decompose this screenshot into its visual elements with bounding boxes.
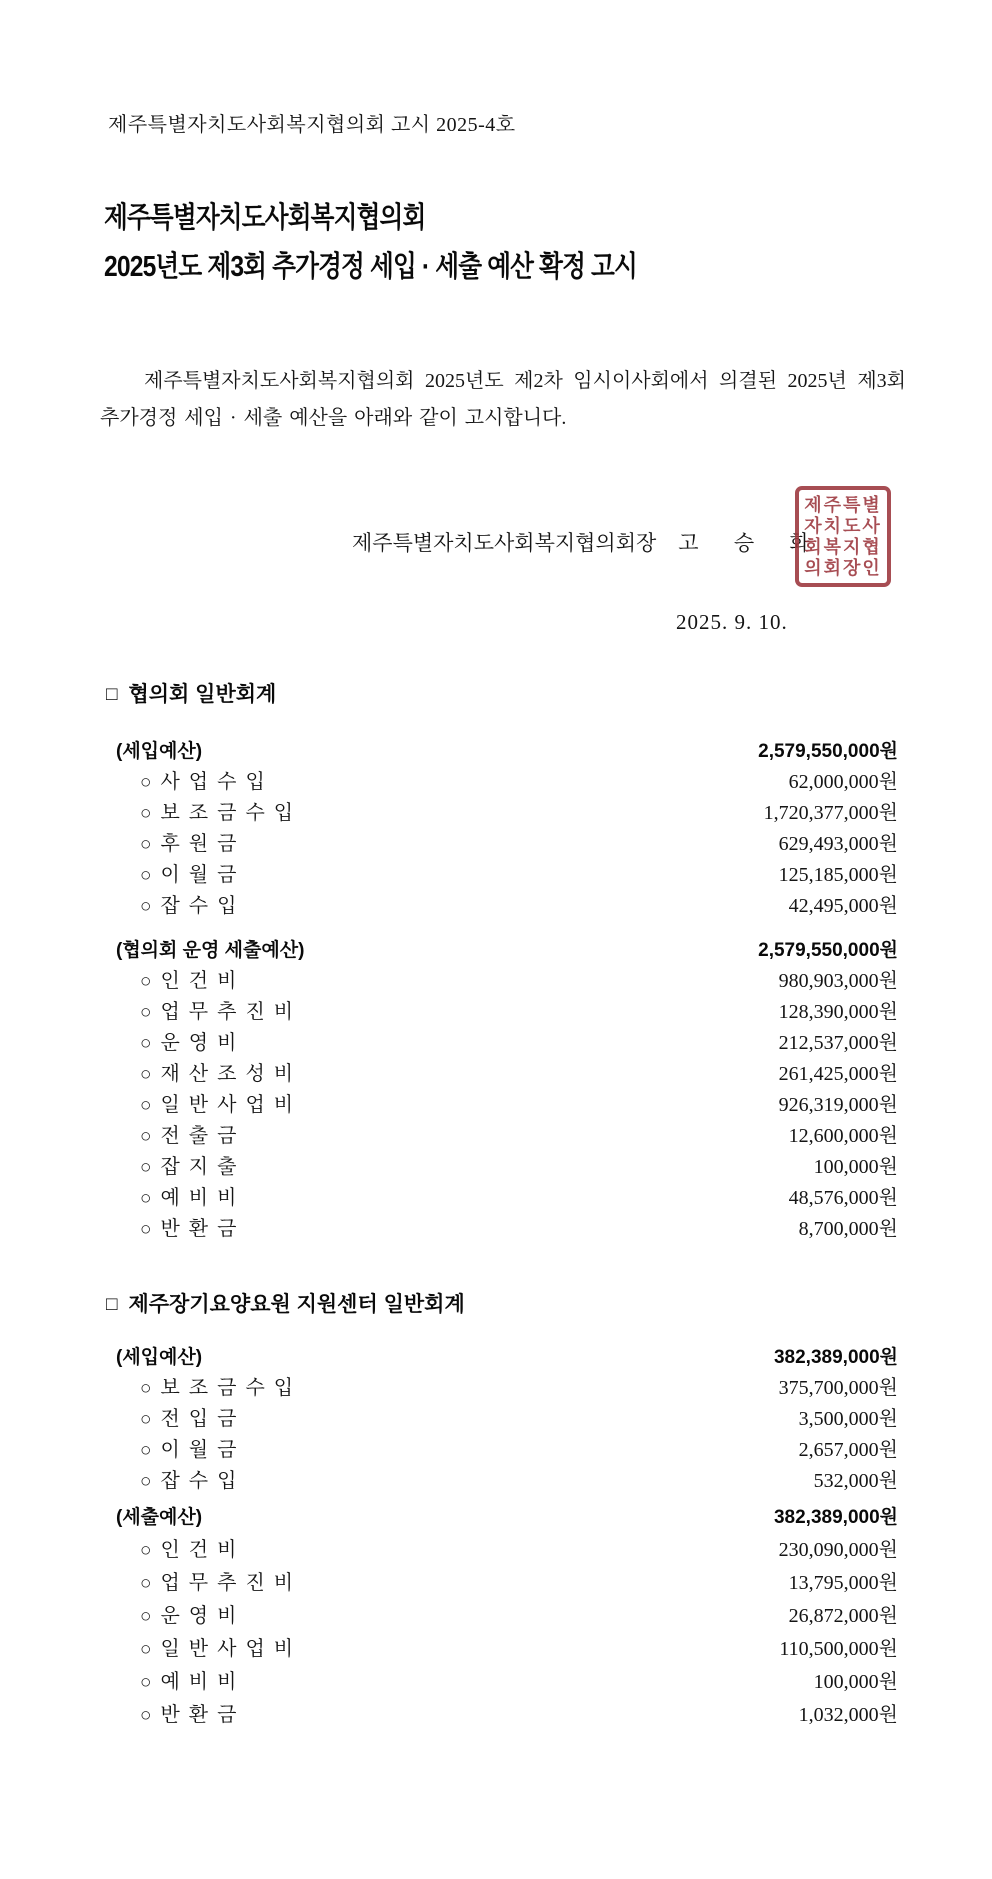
budget-item-amount: 375,700,000원 bbox=[778, 1377, 898, 1399]
budget-item-label: 운 영 비 bbox=[160, 1032, 239, 1054]
budget-item-label: 인 건 비 bbox=[160, 1539, 239, 1561]
budget-item-label: 후 원 금 bbox=[160, 833, 239, 855]
circle-bullet-icon: ○ bbox=[140, 865, 152, 886]
circle-bullet-icon: ○ bbox=[140, 896, 152, 917]
seal-text-row: 의회장인 bbox=[804, 558, 882, 579]
budget-item-amount: 8,700,000원 bbox=[798, 1218, 898, 1240]
seal-text-row: 자치도사 bbox=[804, 515, 882, 536]
budget-item-row bbox=[116, 1404, 898, 1435]
budget-block-center-expenditure bbox=[116, 1502, 898, 1732]
section-heading-support-center-account bbox=[106, 1288, 465, 1318]
budget-item-row bbox=[116, 1466, 898, 1497]
announcement-paragraph: 제주특별자치도사회복지협의회 2025년도 제2차 임시이사회에서 의결된 2025년 제3회 추가경정 세입 · 세출 예산을 아래와 같이 고시합니다. bbox=[100, 370, 906, 429]
budget-item-row bbox=[116, 798, 898, 829]
section-heading-council-general-account bbox=[106, 678, 276, 708]
budget-block-operating-expenditure bbox=[116, 936, 898, 1245]
budget-item-amount: 2,657,000원 bbox=[798, 1439, 898, 1461]
budget-item-amount: 629,493,000원 bbox=[778, 833, 898, 855]
budget-item-label: 운 영 비 bbox=[160, 1605, 239, 1627]
circle-bullet-icon: ○ bbox=[140, 803, 152, 824]
budget-item-label: 보 조 금 수 입 bbox=[160, 1377, 296, 1399]
notice-number: 제주특별자치도사회복지협의회 고시 2025-4호 bbox=[108, 114, 516, 136]
official-seal-icon bbox=[795, 486, 891, 587]
budget-item-amount: 230,090,000원 bbox=[778, 1539, 898, 1561]
budget-item-label: 반 환 금 bbox=[160, 1218, 239, 1240]
budget-item-row bbox=[116, 1214, 898, 1245]
budget-item-label: 보 조 금 수 입 bbox=[160, 802, 296, 824]
circle-bullet-icon: ○ bbox=[140, 1188, 152, 1209]
budget-item-amount: 980,903,000원 bbox=[778, 970, 898, 992]
budget-item-row bbox=[116, 1633, 898, 1666]
section-heading-label: 제주장기요양요원 지원센터 일반회계 bbox=[128, 1293, 465, 1316]
budget-item-amount: 100,000원 bbox=[813, 1156, 898, 1178]
circle-bullet-icon: ○ bbox=[140, 1440, 152, 1461]
budget-item-label: 잡 수 입 bbox=[160, 895, 239, 917]
section-heading-label: 협의회 일반회계 bbox=[128, 683, 277, 706]
budget-block-total: 2,579,550,000원 bbox=[758, 940, 898, 961]
budget-item-row bbox=[116, 1152, 898, 1183]
budget-item-label: 전 출 금 bbox=[160, 1125, 239, 1147]
circle-bullet-icon: ○ bbox=[140, 834, 152, 855]
budget-item-amount: 128,390,000원 bbox=[778, 1001, 898, 1023]
budget-item-row bbox=[116, 1600, 898, 1633]
budget-item-row bbox=[116, 829, 898, 860]
budget-block-label: (세입예산) bbox=[116, 741, 203, 762]
budget-block-revenue bbox=[116, 737, 898, 922]
budget-item-label: 재 산 조 성 비 bbox=[160, 1063, 296, 1085]
budget-item-label: 인 건 비 bbox=[160, 970, 239, 992]
budget-block-header-row bbox=[116, 1343, 898, 1373]
circle-bullet-icon: ○ bbox=[140, 1409, 152, 1430]
document-title bbox=[104, 194, 731, 292]
budget-block-center-revenue bbox=[116, 1343, 898, 1497]
budget-item-label: 예 비 비 bbox=[160, 1187, 239, 1209]
budget-item-row bbox=[116, 1435, 898, 1466]
budget-item-amount: 12,600,000원 bbox=[788, 1125, 898, 1147]
budget-item-label: 사 업 수 입 bbox=[160, 771, 267, 793]
budget-item-amount: 42,495,000원 bbox=[788, 895, 898, 917]
budget-item-amount: 532,000원 bbox=[813, 1470, 898, 1492]
circle-bullet-icon: ○ bbox=[140, 1064, 152, 1085]
circle-bullet-icon: ○ bbox=[140, 1705, 152, 1726]
budget-item-amount: 100,000원 bbox=[813, 1671, 898, 1693]
circle-bullet-icon: ○ bbox=[140, 1095, 152, 1116]
budget-block-header-row bbox=[116, 936, 898, 966]
circle-bullet-icon: ○ bbox=[140, 1672, 152, 1693]
budget-item-row bbox=[116, 997, 898, 1028]
budget-item-row bbox=[116, 1028, 898, 1059]
circle-bullet-icon: ○ bbox=[140, 1471, 152, 1492]
budget-item-row bbox=[116, 1534, 898, 1567]
budget-item-amount: 1,720,377,000원 bbox=[763, 802, 898, 824]
budget-item-row bbox=[116, 860, 898, 891]
budget-item-amount: 3,500,000원 bbox=[798, 1408, 898, 1430]
budget-item-label: 업 무 추 진 비 bbox=[160, 1001, 296, 1023]
budget-item-label: 잡 지 출 bbox=[160, 1156, 239, 1178]
budget-item-amount: 926,319,000원 bbox=[778, 1094, 898, 1116]
budget-item-label: 이 월 금 bbox=[160, 1439, 239, 1461]
budget-item-amount: 48,576,000원 bbox=[788, 1187, 898, 1209]
budget-item-amount: 13,795,000원 bbox=[788, 1572, 898, 1594]
budget-block-label: (세입예산) bbox=[116, 1347, 203, 1368]
budget-block-total: 382,389,000원 bbox=[773, 1347, 898, 1368]
budget-item-label: 잡 수 입 bbox=[160, 1470, 239, 1492]
budget-item-label: 예 비 비 bbox=[160, 1671, 239, 1693]
budget-block-header-row bbox=[116, 1502, 898, 1534]
budget-item-label: 일 반 사 업 비 bbox=[160, 1094, 296, 1116]
announcement-date: 2025. 9. 10. bbox=[676, 610, 788, 634]
budget-item-row bbox=[116, 1121, 898, 1152]
budget-item-label: 일 반 사 업 비 bbox=[160, 1638, 296, 1660]
budget-block-header-row bbox=[116, 737, 898, 767]
budget-item-label: 반 환 금 bbox=[160, 1704, 239, 1726]
budget-block-label: (세출예산) bbox=[116, 1507, 203, 1528]
title-line-2: 2025년도 제3회 추가경정 세입 · 세출 예산 확정 고시 bbox=[104, 251, 637, 283]
title-line-1: 제주특별자치도사회복지협의회 bbox=[104, 202, 426, 234]
circle-bullet-icon: ○ bbox=[140, 1002, 152, 1023]
budget-block-label: (협의회 운영 세출예산) bbox=[116, 940, 305, 961]
budget-item-row bbox=[116, 966, 898, 997]
budget-item-row bbox=[116, 767, 898, 798]
budget-block-total: 2,579,550,000원 bbox=[758, 741, 898, 762]
budget-item-amount: 1,032,000원 bbox=[798, 1704, 898, 1726]
budget-item-label: 전 입 금 bbox=[160, 1408, 239, 1430]
budget-item-label: 업 무 추 진 비 bbox=[160, 1572, 296, 1594]
signature-line bbox=[352, 527, 811, 557]
square-marker-icon: □ bbox=[106, 684, 118, 705]
circle-bullet-icon: ○ bbox=[140, 1219, 152, 1240]
circle-bullet-icon: ○ bbox=[140, 1639, 152, 1660]
circle-bullet-icon: ○ bbox=[140, 1126, 152, 1147]
budget-item-row bbox=[116, 891, 898, 922]
circle-bullet-icon: ○ bbox=[140, 971, 152, 992]
budget-block-total: 382,389,000원 bbox=[773, 1507, 898, 1528]
budget-item-row bbox=[116, 1666, 898, 1699]
circle-bullet-icon: ○ bbox=[140, 1573, 152, 1594]
budget-item-amount: 125,185,000원 bbox=[778, 864, 898, 886]
budget-item-row bbox=[116, 1567, 898, 1600]
square-marker-icon: □ bbox=[106, 1294, 118, 1315]
budget-item-row bbox=[116, 1699, 898, 1732]
signer-name: 고 승 화 bbox=[678, 531, 811, 555]
seal-text-row: 회복지협 bbox=[804, 537, 882, 558]
budget-item-label: 이 월 금 bbox=[160, 864, 239, 886]
seal-text-row: 제주특별 bbox=[804, 494, 882, 515]
budget-item-row bbox=[116, 1183, 898, 1214]
budget-item-amount: 110,500,000원 bbox=[779, 1638, 898, 1660]
circle-bullet-icon: ○ bbox=[140, 1540, 152, 1561]
circle-bullet-icon: ○ bbox=[140, 1033, 152, 1054]
circle-bullet-icon: ○ bbox=[140, 1157, 152, 1178]
budget-item-row bbox=[116, 1090, 898, 1121]
budget-item-amount: 212,537,000원 bbox=[778, 1032, 898, 1054]
budget-item-row bbox=[116, 1059, 898, 1090]
budget-item-amount: 261,425,000원 bbox=[778, 1063, 898, 1085]
budget-item-amount: 62,000,000원 bbox=[788, 771, 898, 793]
circle-bullet-icon: ○ bbox=[140, 1606, 152, 1627]
budget-item-amount: 26,872,000원 bbox=[788, 1605, 898, 1627]
signer-title: 제주특별자치도사회복지협의회장 bbox=[352, 531, 657, 555]
circle-bullet-icon: ○ bbox=[140, 772, 152, 793]
circle-bullet-icon: ○ bbox=[140, 1378, 152, 1399]
budget-item-row bbox=[116, 1373, 898, 1404]
